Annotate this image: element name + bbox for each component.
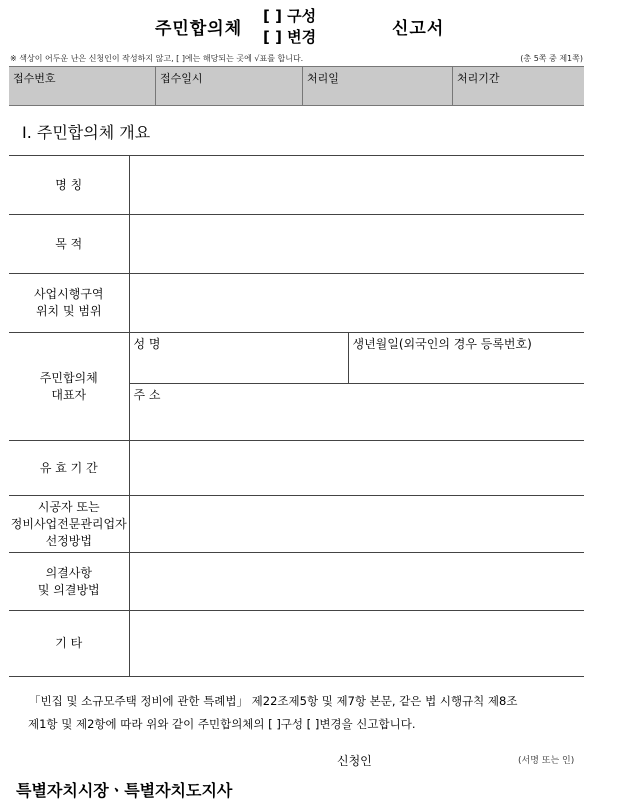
rep-label-line1: 주민합의체 bbox=[39, 370, 98, 385]
section-title: Ⅰ. 주민합의체 개요 bbox=[22, 123, 151, 142]
declaration-statement bbox=[28, 690, 588, 736]
validity-label: 유 효 기 간 bbox=[9, 441, 129, 496]
receipt-date: 접수일시 bbox=[156, 67, 303, 105]
form-title bbox=[0, 4, 619, 48]
rep-name-field[interactable]: 성 명 bbox=[129, 333, 348, 384]
purpose-label: 목 적 bbox=[9, 215, 129, 274]
resolution-label bbox=[9, 553, 129, 611]
applicant-label: 신청인 bbox=[337, 754, 372, 768]
contractor-input[interactable] bbox=[129, 496, 584, 553]
resolution-label-line1: 의결사항 bbox=[45, 565, 92, 580]
purpose-input[interactable] bbox=[129, 215, 584, 274]
signature-field[interactable]: (서명 또는 인) bbox=[518, 756, 575, 766]
rep-birth-field[interactable]: 생년월일(외국인의 경우 등록번호) bbox=[348, 333, 584, 384]
other-input[interactable] bbox=[129, 611, 584, 677]
office-use-row bbox=[9, 66, 584, 106]
declaration-line1: 「빈집 및 소규모주택 정비에 관한 특례법」 제22조제5항 및 제7항 본문, 같은 법 시행규칙 제8조 bbox=[29, 694, 518, 708]
resolution-input[interactable] bbox=[129, 553, 584, 611]
contractor-label-line2: 정비사업전문관리업자 bbox=[10, 516, 127, 531]
validity-input[interactable] bbox=[129, 441, 584, 496]
name-input[interactable] bbox=[129, 156, 584, 215]
area-label bbox=[9, 274, 129, 333]
rep-address-field[interactable]: 주 소 bbox=[129, 384, 584, 441]
fill-notice: ※ 색상이 어두운 난은 신청인이 작성하지 않고, [ ]에는 해당되는 곳에 √표를 합니다. bbox=[10, 54, 304, 63]
declaration-line2: 제1항 및 제2항에 따라 위와 같이 주민합의체의 [ ]구성 [ ]변경을 신고합니다. bbox=[28, 717, 416, 731]
overview-table bbox=[9, 155, 584, 677]
area-input[interactable] bbox=[129, 274, 584, 333]
contractor-label bbox=[9, 496, 129, 553]
area-label-line2: 위치 및 범위 bbox=[35, 304, 102, 318]
process-date: 처리일 bbox=[303, 67, 453, 105]
process-period: 처리기간 bbox=[457, 72, 500, 85]
addressee: 특별자치시장ㆍ특별자치도지사 bbox=[16, 781, 233, 800]
name-label: 명 칭 bbox=[9, 156, 129, 215]
area-label-line1: 사업시행구역 bbox=[33, 287, 104, 301]
representative-label bbox=[9, 333, 129, 441]
title-end: 신고서 bbox=[392, 19, 445, 39]
rep-label-line2: 대표자 bbox=[51, 387, 87, 402]
contractor-label-line1: 시공자 또는 bbox=[37, 499, 100, 514]
option-compose[interactable]: [ ] 구성 bbox=[263, 7, 317, 25]
contractor-label-line3: 선정방법 bbox=[45, 533, 92, 548]
page-info: (총 5쪽 중 제1쪽) bbox=[520, 54, 583, 63]
option-change[interactable]: [ ] 변경 bbox=[263, 28, 317, 46]
resolution-label-line2: 및 의결방법 bbox=[37, 582, 100, 597]
other-label: 기 타 bbox=[9, 611, 129, 677]
receipt-number: 접수번호 bbox=[9, 67, 156, 105]
title-main: 주민합의체 bbox=[155, 19, 243, 39]
